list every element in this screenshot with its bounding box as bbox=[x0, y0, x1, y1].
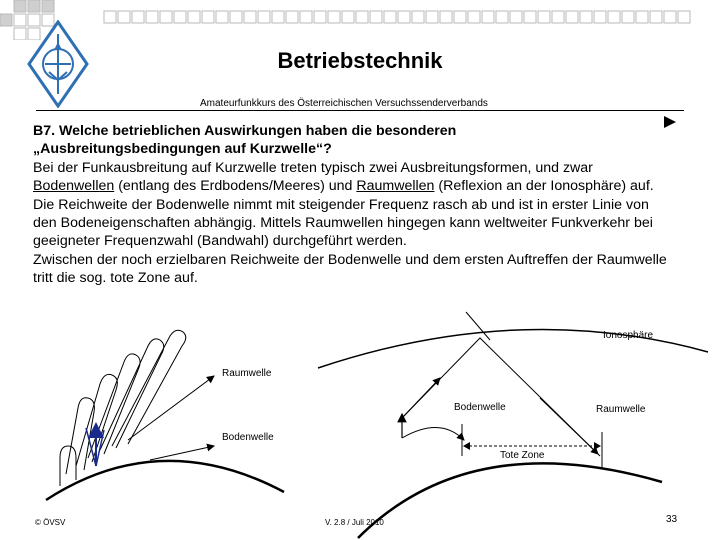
right-earth-curve bbox=[358, 463, 662, 538]
paragraph-propagation-forms bbox=[33, 159, 673, 196]
propagation-diagram bbox=[0, 310, 720, 540]
dead-zone-arrow-left bbox=[463, 442, 470, 450]
ionosphere-pointer bbox=[466, 312, 490, 340]
footer-copyright: © ÖVSV bbox=[35, 518, 66, 527]
paragraph-range: Die Reichweite der Bodenwelle nimmt mit steigender Frequenz rasch ab und ist in erster Linie von den Bodeneigenschaften abhängig. Mittels Raumwellen hingegen kann weltweiter Funkverkehr bei geeigneter Frequenzwahl (Bandwahl) durchgeführt werden. bbox=[33, 196, 653, 250]
page-subtitle: Amateurfunkkurs des Österreichischen Versuchssenderverbands bbox=[200, 98, 488, 109]
page-title: Betriebstechnik bbox=[277, 48, 443, 73]
question-line-1: B7. Welche betrieblichen Auswirkungen haben die besonderen bbox=[33, 123, 457, 139]
groundwave-path bbox=[402, 427, 464, 440]
left-raumwelle-arrow bbox=[128, 376, 214, 440]
question-heading bbox=[33, 122, 673, 159]
decorative-squares bbox=[0, 0, 720, 40]
left-label-raumwelle: Raumwelle bbox=[222, 368, 272, 379]
p1-text-b: (entlang des Erdbodens/Meeres) und bbox=[114, 178, 357, 195]
skywave-path bbox=[402, 338, 600, 456]
paragraph-dead-zone: Zwischen der noch erzielbaren Reichweite der Bodenwelle und dem ersten Auftreffen der Raumwelle tritt die sog. tote Zone auf. bbox=[33, 251, 667, 287]
p1-text-c: (Reflexion an der Ionosphäre) auf. bbox=[434, 178, 654, 195]
right-label-raumwelle: Raumwelle bbox=[596, 404, 646, 415]
skywave-arrow-upper bbox=[402, 378, 440, 418]
header-divider bbox=[36, 110, 684, 111]
right-label-tote-zone: Tote Zone bbox=[500, 450, 545, 461]
left-label-bodenwelle: Bodenwelle bbox=[222, 432, 274, 443]
question-line-2: „Ausbreitungsbedingungen auf Kurzwelle“? bbox=[33, 141, 332, 158]
footer-version: V. 2.8 / Juli 2010 bbox=[325, 518, 384, 527]
slide-content bbox=[33, 122, 673, 288]
left-wave-lobes bbox=[60, 330, 186, 486]
term-raumwellen: Raumwellen bbox=[356, 178, 435, 195]
left-antenna-vector-tilted-2 bbox=[96, 430, 104, 466]
term-bodenwellen: Bodenwellen bbox=[33, 178, 115, 195]
left-bodenwelle-arrow bbox=[150, 446, 214, 460]
dead-zone-arrow-right bbox=[594, 442, 601, 450]
left-earth-curve bbox=[46, 461, 284, 500]
right-label-bodenwelle: Bodenwelle bbox=[454, 402, 506, 413]
page-number: 33 bbox=[666, 514, 678, 525]
right-label-ionosphaere: Ionosphäre bbox=[603, 330, 654, 341]
p1-text-a: Bei der Funkausbreitung auf Kurzwelle treten typisch zwei Ausbreitungsformen, und zwar bbox=[33, 159, 593, 176]
